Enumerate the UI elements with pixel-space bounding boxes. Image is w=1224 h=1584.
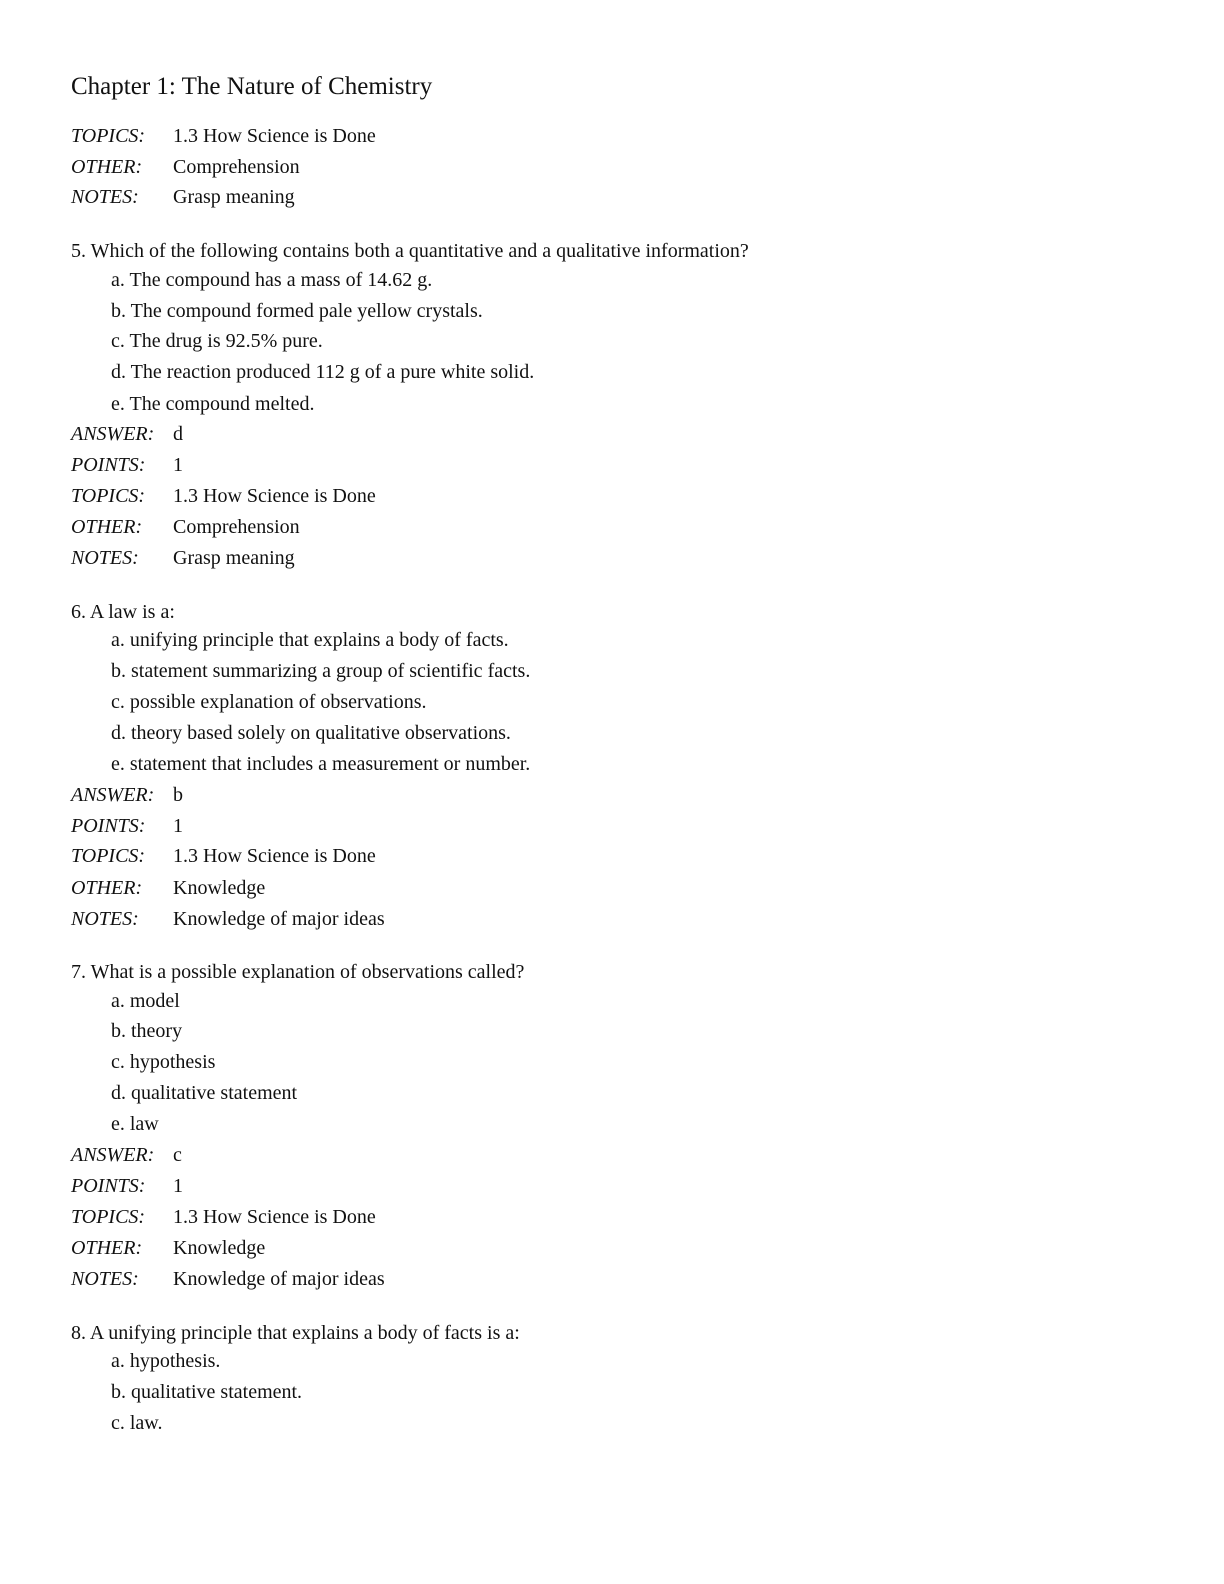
meta-value: Knowledge of major ideas	[173, 908, 385, 930]
meta-label: ANSWER:	[71, 423, 155, 445]
meta-value: 1.3 How Science is Done	[173, 845, 376, 867]
meta-label: NOTES:	[71, 547, 139, 569]
meta-label: NOTES:	[71, 1268, 139, 1290]
meta-row-topics	[71, 841, 376, 871]
meta-row-points	[71, 1171, 183, 1201]
answer-option: a. model	[111, 990, 180, 1012]
meta-value: 1.3 How Science is Done	[173, 125, 376, 147]
answer-option: a. unifying principle that explains a body of facts.	[111, 629, 509, 651]
answer-option: d. qualitative statement	[111, 1082, 298, 1104]
meta-row-answer	[71, 1140, 182, 1170]
meta-value: b	[173, 784, 183, 806]
meta-value: Comprehension	[173, 156, 300, 178]
meta-value: 1	[173, 1175, 183, 1197]
answer-option: c. law.	[111, 1412, 163, 1434]
meta-label: TOPICS:	[71, 125, 146, 147]
question-text: 5. Which of the following contains both a quantitative and a qualitative information?	[71, 240, 749, 262]
meta-value: Grasp meaning	[173, 547, 295, 569]
answer-option: e. statement that includes a measurement or number.	[111, 753, 531, 775]
chapter-title: Chapter 1: The Nature of Chemistry	[71, 73, 433, 100]
meta-label: OTHER:	[71, 877, 143, 899]
meta-value: Grasp meaning	[173, 186, 295, 208]
meta-row-other	[71, 1233, 265, 1263]
question-text: 8. A unifying principle that explains a body of facts is a:	[71, 1322, 520, 1344]
meta-label: ANSWER:	[71, 1144, 155, 1166]
answer-option: a. hypothesis.	[111, 1350, 221, 1372]
answer-option: d. The reaction produced 112 g of a pure white solid.	[111, 361, 535, 383]
meta-label: POINTS:	[71, 815, 146, 837]
meta-label: TOPICS:	[71, 845, 146, 867]
answer-option: b. statement summarizing a group of scientific facts.	[111, 660, 531, 682]
meta-row-other	[71, 512, 300, 542]
meta-label: POINTS:	[71, 1175, 146, 1197]
answer-option: e. The compound melted.	[111, 393, 315, 415]
meta-value: Knowledge	[173, 877, 266, 899]
meta-label: OTHER:	[71, 1237, 143, 1259]
meta-value: 1.3 How Science is Done	[173, 485, 376, 507]
meta-row-notes	[71, 1264, 385, 1294]
answer-option: a. The compound has a mass of 14.62 g.	[111, 269, 433, 291]
meta-label: TOPICS:	[71, 1206, 146, 1228]
meta-row-answer	[71, 780, 183, 810]
meta-row-other	[71, 152, 300, 182]
meta-row-answer	[71, 419, 183, 449]
meta-row-notes	[71, 182, 295, 212]
answer-option: c. possible explanation of observations.	[111, 691, 427, 713]
meta-value: Knowledge of major ideas	[173, 1268, 385, 1290]
meta-label: TOPICS:	[71, 485, 146, 507]
answer-option: c. hypothesis	[111, 1051, 216, 1073]
meta-value: 1.3 How Science is Done	[173, 1206, 376, 1228]
meta-label: ANSWER:	[71, 784, 155, 806]
meta-label: NOTES:	[71, 908, 139, 930]
meta-row-points	[71, 811, 183, 841]
meta-label: NOTES:	[71, 186, 139, 208]
meta-label: OTHER:	[71, 516, 143, 538]
answer-option: e. law	[111, 1113, 159, 1135]
meta-value: Knowledge	[173, 1237, 266, 1259]
meta-value: 1	[173, 815, 183, 837]
meta-row-other	[71, 873, 265, 903]
answer-option: b. qualitative statement.	[111, 1381, 303, 1403]
meta-value: 1	[173, 454, 183, 476]
question-text: 6. A law is a:	[71, 601, 175, 623]
answer-option: b. The compound formed pale yellow crystals.	[111, 300, 483, 322]
meta-value: c	[173, 1144, 182, 1166]
meta-row-notes	[71, 904, 385, 934]
meta-row-notes	[71, 543, 295, 573]
answer-option: d. theory based solely on qualitative observations.	[111, 722, 511, 744]
meta-label: OTHER:	[71, 156, 143, 178]
meta-value: d	[173, 423, 183, 445]
question-text: 7. What is a possible explanation of observations called?	[71, 961, 525, 983]
meta-row-topics	[71, 481, 376, 511]
meta-value: Comprehension	[173, 516, 300, 538]
meta-row-topics	[71, 1202, 376, 1232]
meta-row-points	[71, 450, 183, 480]
meta-label: POINTS:	[71, 454, 146, 476]
answer-option: c. The drug is 92.5% pure.	[111, 330, 323, 352]
answer-option: b. theory	[111, 1020, 183, 1042]
meta-row-topics	[71, 121, 376, 151]
